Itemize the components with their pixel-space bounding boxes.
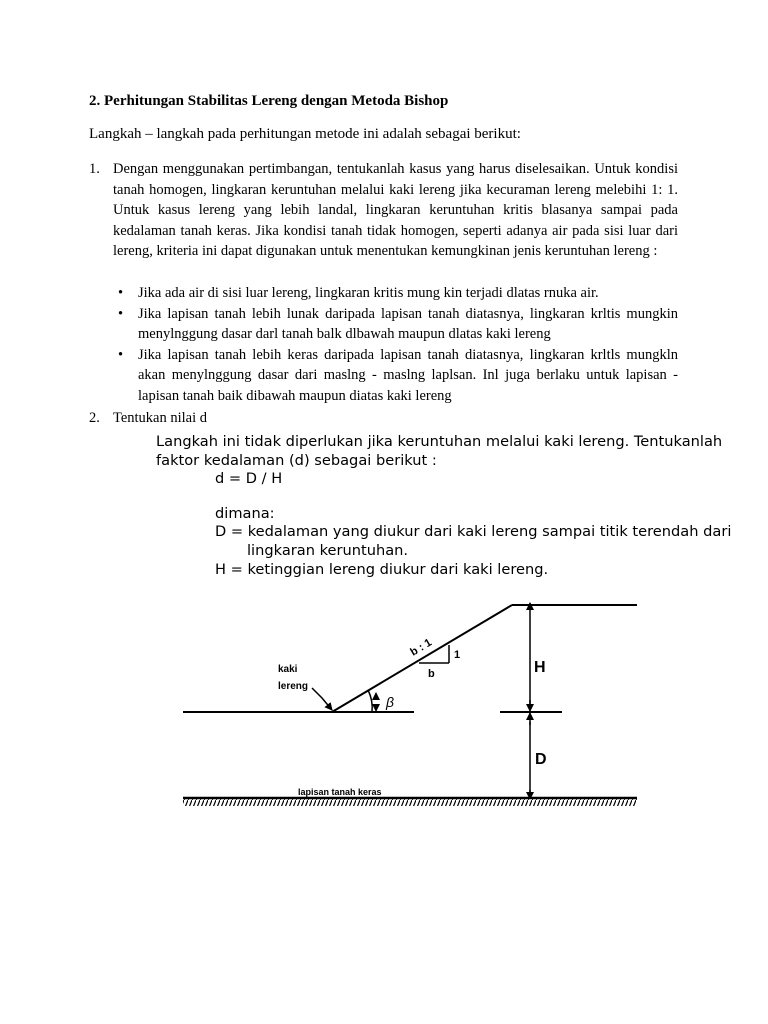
label-beta: β xyxy=(386,694,394,710)
bullet-icon: • xyxy=(118,346,124,363)
label-d: D xyxy=(535,751,547,768)
inset-line: faktor kedalaman (d) sebagai berikut : xyxy=(156,451,437,469)
bullet-text: Jika lapisan tanah lebih lunak daripada lapisan tanah diatasnya, lingkaran krltis mungkin menylnggung dasar darl tanah balk dlbawah maupun dlatas kaki lereng xyxy=(138,305,678,343)
step-1-number: 1. xyxy=(89,161,100,177)
step-2-number: 2. xyxy=(89,410,100,426)
formula: d = D / H xyxy=(215,470,283,488)
bullet-text: Jika lapisan tanah lebih keras daripada lapisan tanah diatasnya, lingkaran krltls mungkln akan menylnggung dasar dari maslng - maslng laplsan. Inl juga berlaku untuk lapisan - lapisan tanah baik dibawah maupun diatas kaki lereng xyxy=(138,346,678,404)
label-h: H xyxy=(534,659,546,676)
step-1-text: Dengan menggunakan pertimbangan, tentukanlah kasus yang harus diselesaikan. Untuk kondisi tanah homogen, lingkaran keruntuhan melalui kaki lereng jika kecuraman lereng melebihi 1: 1. Untuk kasus lereng yang lebih landal, lingkaran keruntuhan kritis blasanya sampai pada kedalaman tanah keras. Jika kondisi tanah tidak homogen, seperti adanya air pada sisi luar dari lereng, kriteria ini dapat digunakan untuk menentukan kemungkinan jenis keruntuhan lereng : xyxy=(113,161,678,260)
intro-text: Langkah – langkah pada perhitungan metode ini adalah sebagai berikut: xyxy=(89,126,521,142)
toe-leader-arrow xyxy=(312,688,332,710)
bullet-icon: • xyxy=(118,305,124,322)
definition-d-continued: lingkaran keruntuhan. xyxy=(247,541,409,559)
label-b: b xyxy=(428,668,435,680)
step-2-text: Tentukan nilai d xyxy=(113,410,208,426)
definition-d: D = kedalaman yang diukur dari kaki lereng sampai titik terendah dari xyxy=(215,523,732,541)
beta-arc xyxy=(368,690,372,712)
label-lereng: lereng xyxy=(278,681,309,692)
slope-line xyxy=(332,605,512,712)
bullet-icon: • xyxy=(118,285,124,301)
bullet-text: Jika ada air di sisi luar lereng, lingkaran kritis mung kin terjadi dlatas rnuka air. xyxy=(138,285,599,301)
definition-h: H = ketinggian lereng diukur dari kaki lereng. xyxy=(215,560,549,578)
label-slope-ratio: b : 1 xyxy=(408,636,434,659)
dimana-label: dimana: xyxy=(215,504,275,522)
label-hard-layer: lapisan tanah keras xyxy=(298,787,382,797)
label-one: 1 xyxy=(454,649,461,661)
label-kaki: kaki xyxy=(278,664,298,675)
inset-line: Langkah ini tidak diperlukan jika keruntuhan melalui kaki lereng. Tentukanlah xyxy=(156,433,723,450)
section-heading: 2. Perhitungan Stabilitas Lereng dengan Metoda Bishop xyxy=(89,93,449,109)
